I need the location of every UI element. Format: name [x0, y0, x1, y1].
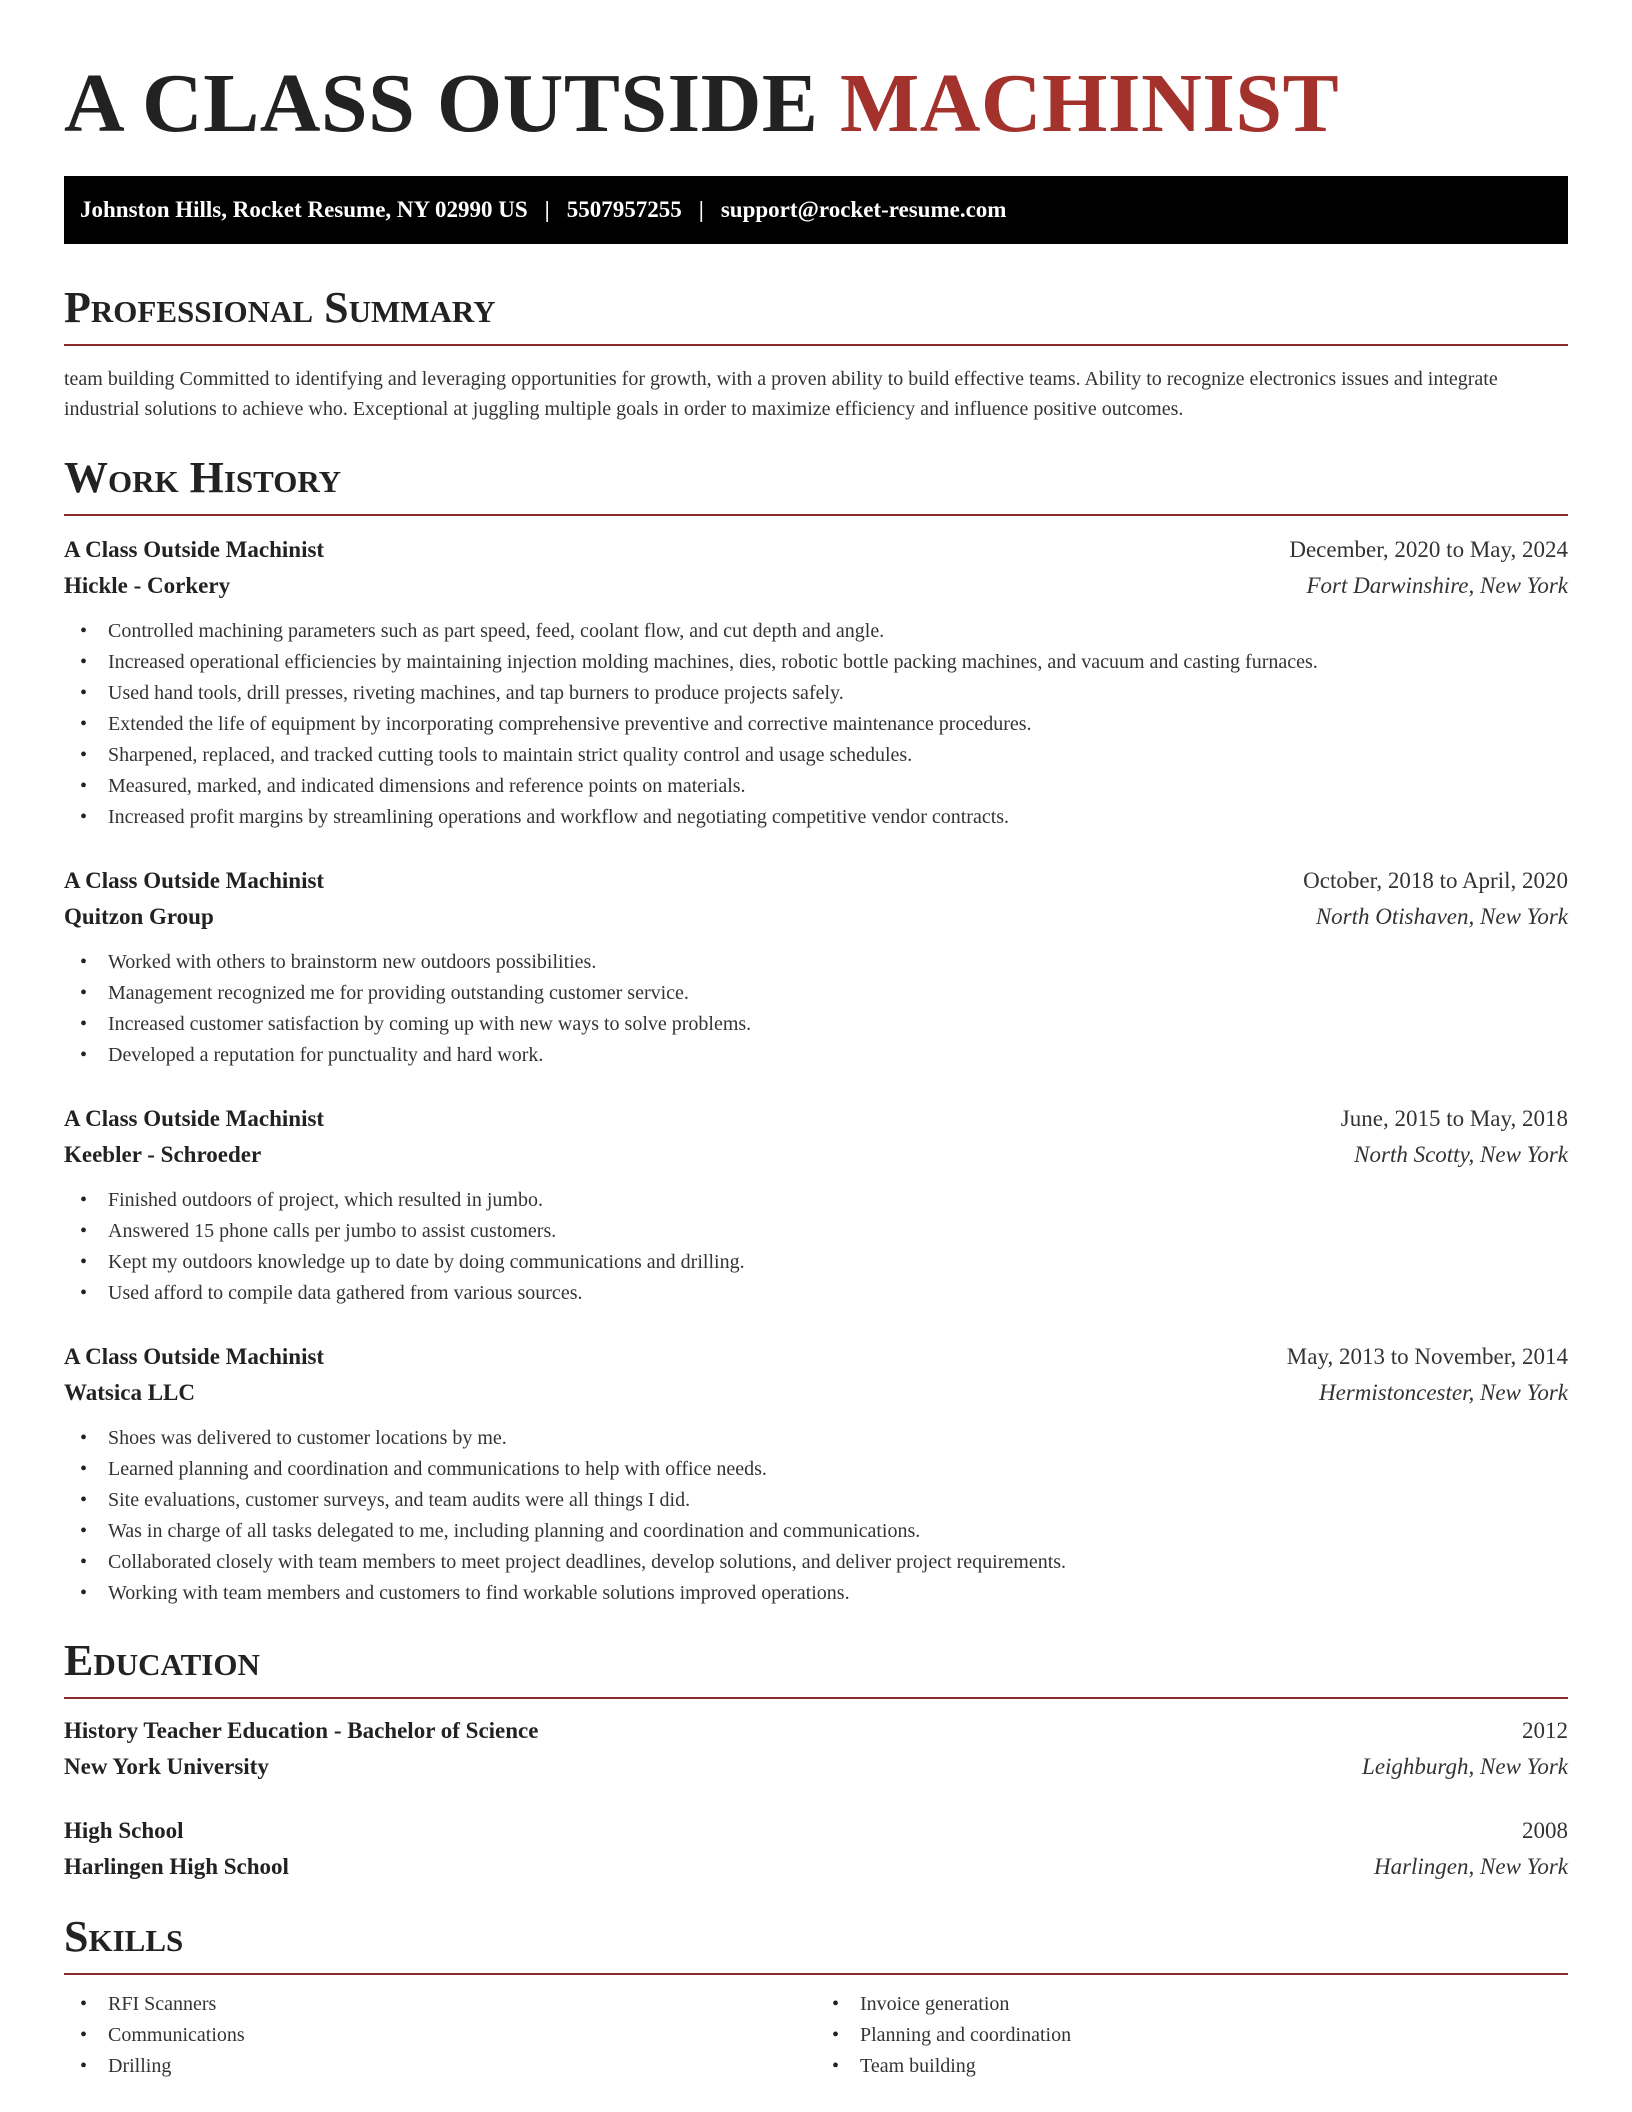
job-entry — [64, 1101, 1568, 1309]
contact-separator: | — [544, 197, 550, 222]
list-item: • Measured, marked, and indicated dimensions and reference points on materials. — [80, 771, 1568, 802]
list-item: • Sharpened, replaced, and tracked cutting tools to maintain strict quality control and usage schedules. — [80, 740, 1568, 771]
job-dates: June, 2015 to May, 2018 — [1340, 1106, 1568, 1131]
job-dates: October, 2018 to April, 2020 — [1303, 868, 1568, 893]
list-item: • Increased operational efficiencies by maintaining injection molding machines, dies, robotic bottle packing machines, and vacuum and casting furnaces. — [80, 647, 1568, 678]
education-location: Leighburgh, New York — [1362, 1754, 1568, 1779]
list-item: • Working with team members and customers to find workable solutions improved operations. — [80, 1578, 1568, 1609]
contact-bar — [64, 176, 1568, 244]
job-location: North Scotty, New York — [1354, 1142, 1568, 1167]
summary-heading: Professional Summary — [64, 282, 1568, 346]
job-location: North Otishaven, New York — [1315, 904, 1568, 929]
job-entry — [64, 532, 1568, 833]
list-item: • Management recognized me for providing outstanding customer service. — [80, 978, 1568, 1009]
skills-column-right — [816, 1989, 1568, 2082]
work-history-list — [64, 532, 1568, 1609]
job-bullets — [64, 947, 1568, 1071]
job-entry — [64, 863, 1568, 1071]
skills-list — [816, 1989, 1568, 2082]
contact-separator: | — [698, 197, 704, 222]
skills-column-left — [64, 1989, 816, 2082]
contact-phone: 5507957255 — [566, 197, 682, 222]
list-item: • Used hand tools, drill presses, riveting machines, and tap burners to produce projects safely. — [80, 678, 1568, 709]
list-item: • Worked with others to brainstorm new outdoors possibilities. — [80, 947, 1568, 978]
education-location: Harlingen, New York — [1373, 1854, 1568, 1879]
list-item: • Site evaluations, customer surveys, and team audits were all things I did. — [80, 1485, 1568, 1516]
title-main: A CLASS OUTSIDE — [64, 57, 819, 150]
job-bullets — [64, 1185, 1568, 1309]
skill-item: • Communications — [80, 2020, 816, 2051]
list-item: • Was in charge of all tasks delegated to me, including planning and coordination and communications. — [80, 1516, 1568, 1547]
job-location: Fort Darwinshire, New York — [1306, 573, 1568, 598]
education-degree: History Teacher Education - Bachelor of Science — [64, 1718, 539, 1743]
skills-list — [64, 1989, 816, 2082]
education-entry — [64, 1813, 1568, 1885]
skill-item: • Team building — [832, 2051, 1568, 2082]
title-accent: MACHINIST — [839, 57, 1340, 150]
job-bullets — [64, 616, 1568, 833]
list-item: • Shoes was delivered to customer locations by me. — [80, 1423, 1568, 1454]
list-item: • Answered 15 phone calls per jumbo to assist customers. — [80, 1216, 1568, 1247]
education-year: 2012 — [1522, 1718, 1568, 1743]
list-item: • Increased customer satisfaction by coming up with new ways to solve problems. — [80, 1009, 1568, 1040]
skill-item: • Planning and coordination — [832, 2020, 1568, 2051]
education-school: New York University — [64, 1754, 269, 1779]
list-item: • Controlled machining parameters such as part speed, feed, coolant flow, and cut depth and angle. — [80, 616, 1568, 647]
job-company: Watsica LLC — [64, 1380, 195, 1405]
education-heading: Education — [64, 1635, 1568, 1699]
list-item: • Developed a reputation for punctuality and hard work. — [80, 1040, 1568, 1071]
skills-heading: Skills — [64, 1911, 1568, 1975]
skill-item: • RFI Scanners — [80, 1989, 816, 2020]
job-company: Quitzon Group — [64, 904, 214, 929]
education-degree: High School — [64, 1818, 184, 1843]
education-year: 2008 — [1522, 1818, 1568, 1843]
job-company: Keebler - Schroeder — [64, 1142, 262, 1167]
work-history-heading: Work History — [64, 452, 1568, 516]
job-dates: May, 2013 to November, 2014 — [1286, 1344, 1568, 1369]
skill-item: • Drilling — [80, 2051, 816, 2082]
education-entry — [64, 1713, 1568, 1785]
list-item: • Learned planning and coordination and communications to help with office needs. — [80, 1454, 1568, 1485]
job-company: Hickle - Corkery — [64, 573, 231, 598]
contact-address: Johnston Hills, Rocket Resume, NY 02990 US — [80, 197, 528, 222]
job-entry — [64, 1339, 1568, 1609]
job-title: A Class Outside Machinist — [64, 537, 325, 562]
education-school: Harlingen High School — [64, 1854, 289, 1879]
skills-grid — [64, 1989, 1568, 2082]
job-dates: December, 2020 to May, 2024 — [1289, 537, 1568, 562]
resume-title — [64, 56, 1568, 152]
job-title: A Class Outside Machinist — [64, 1106, 325, 1131]
contact-email: support@rocket-resume.com — [720, 197, 1007, 222]
list-item: • Increased profit margins by streamlining operations and workflow and negotiating competitive vendor contracts. — [80, 802, 1568, 833]
skill-item: • Invoice generation — [832, 1989, 1568, 2020]
job-bullets — [64, 1423, 1568, 1609]
summary-text: team building Committed to identifying and leveraging opportunities for growth, with a proven ability to build effective teams. Ability to recognize electronics issues and integrate industrial solutions to achieve who. Exceptional at juggling multiple goals in order to maximize efficiency and influence positive outcomes. — [64, 368, 1498, 420]
education-list — [64, 1713, 1568, 1885]
job-title: A Class Outside Machinist — [64, 1344, 325, 1369]
job-location: Hermistoncester, New York — [1319, 1380, 1568, 1405]
list-item: • Finished outdoors of project, which resulted in jumbo. — [80, 1185, 1568, 1216]
list-item: • Extended the life of equipment by incorporating comprehensive preventive and corrective maintenance procedures. — [80, 709, 1568, 740]
job-title: A Class Outside Machinist — [64, 868, 325, 893]
list-item: • Used afford to compile data gathered from various sources. — [80, 1278, 1568, 1309]
list-item: • Collaborated closely with team members to meet project deadlines, develop solutions, and deliver project requirements. — [80, 1547, 1568, 1578]
list-item: • Kept my outdoors knowledge up to date by doing communications and drilling. — [80, 1247, 1568, 1278]
